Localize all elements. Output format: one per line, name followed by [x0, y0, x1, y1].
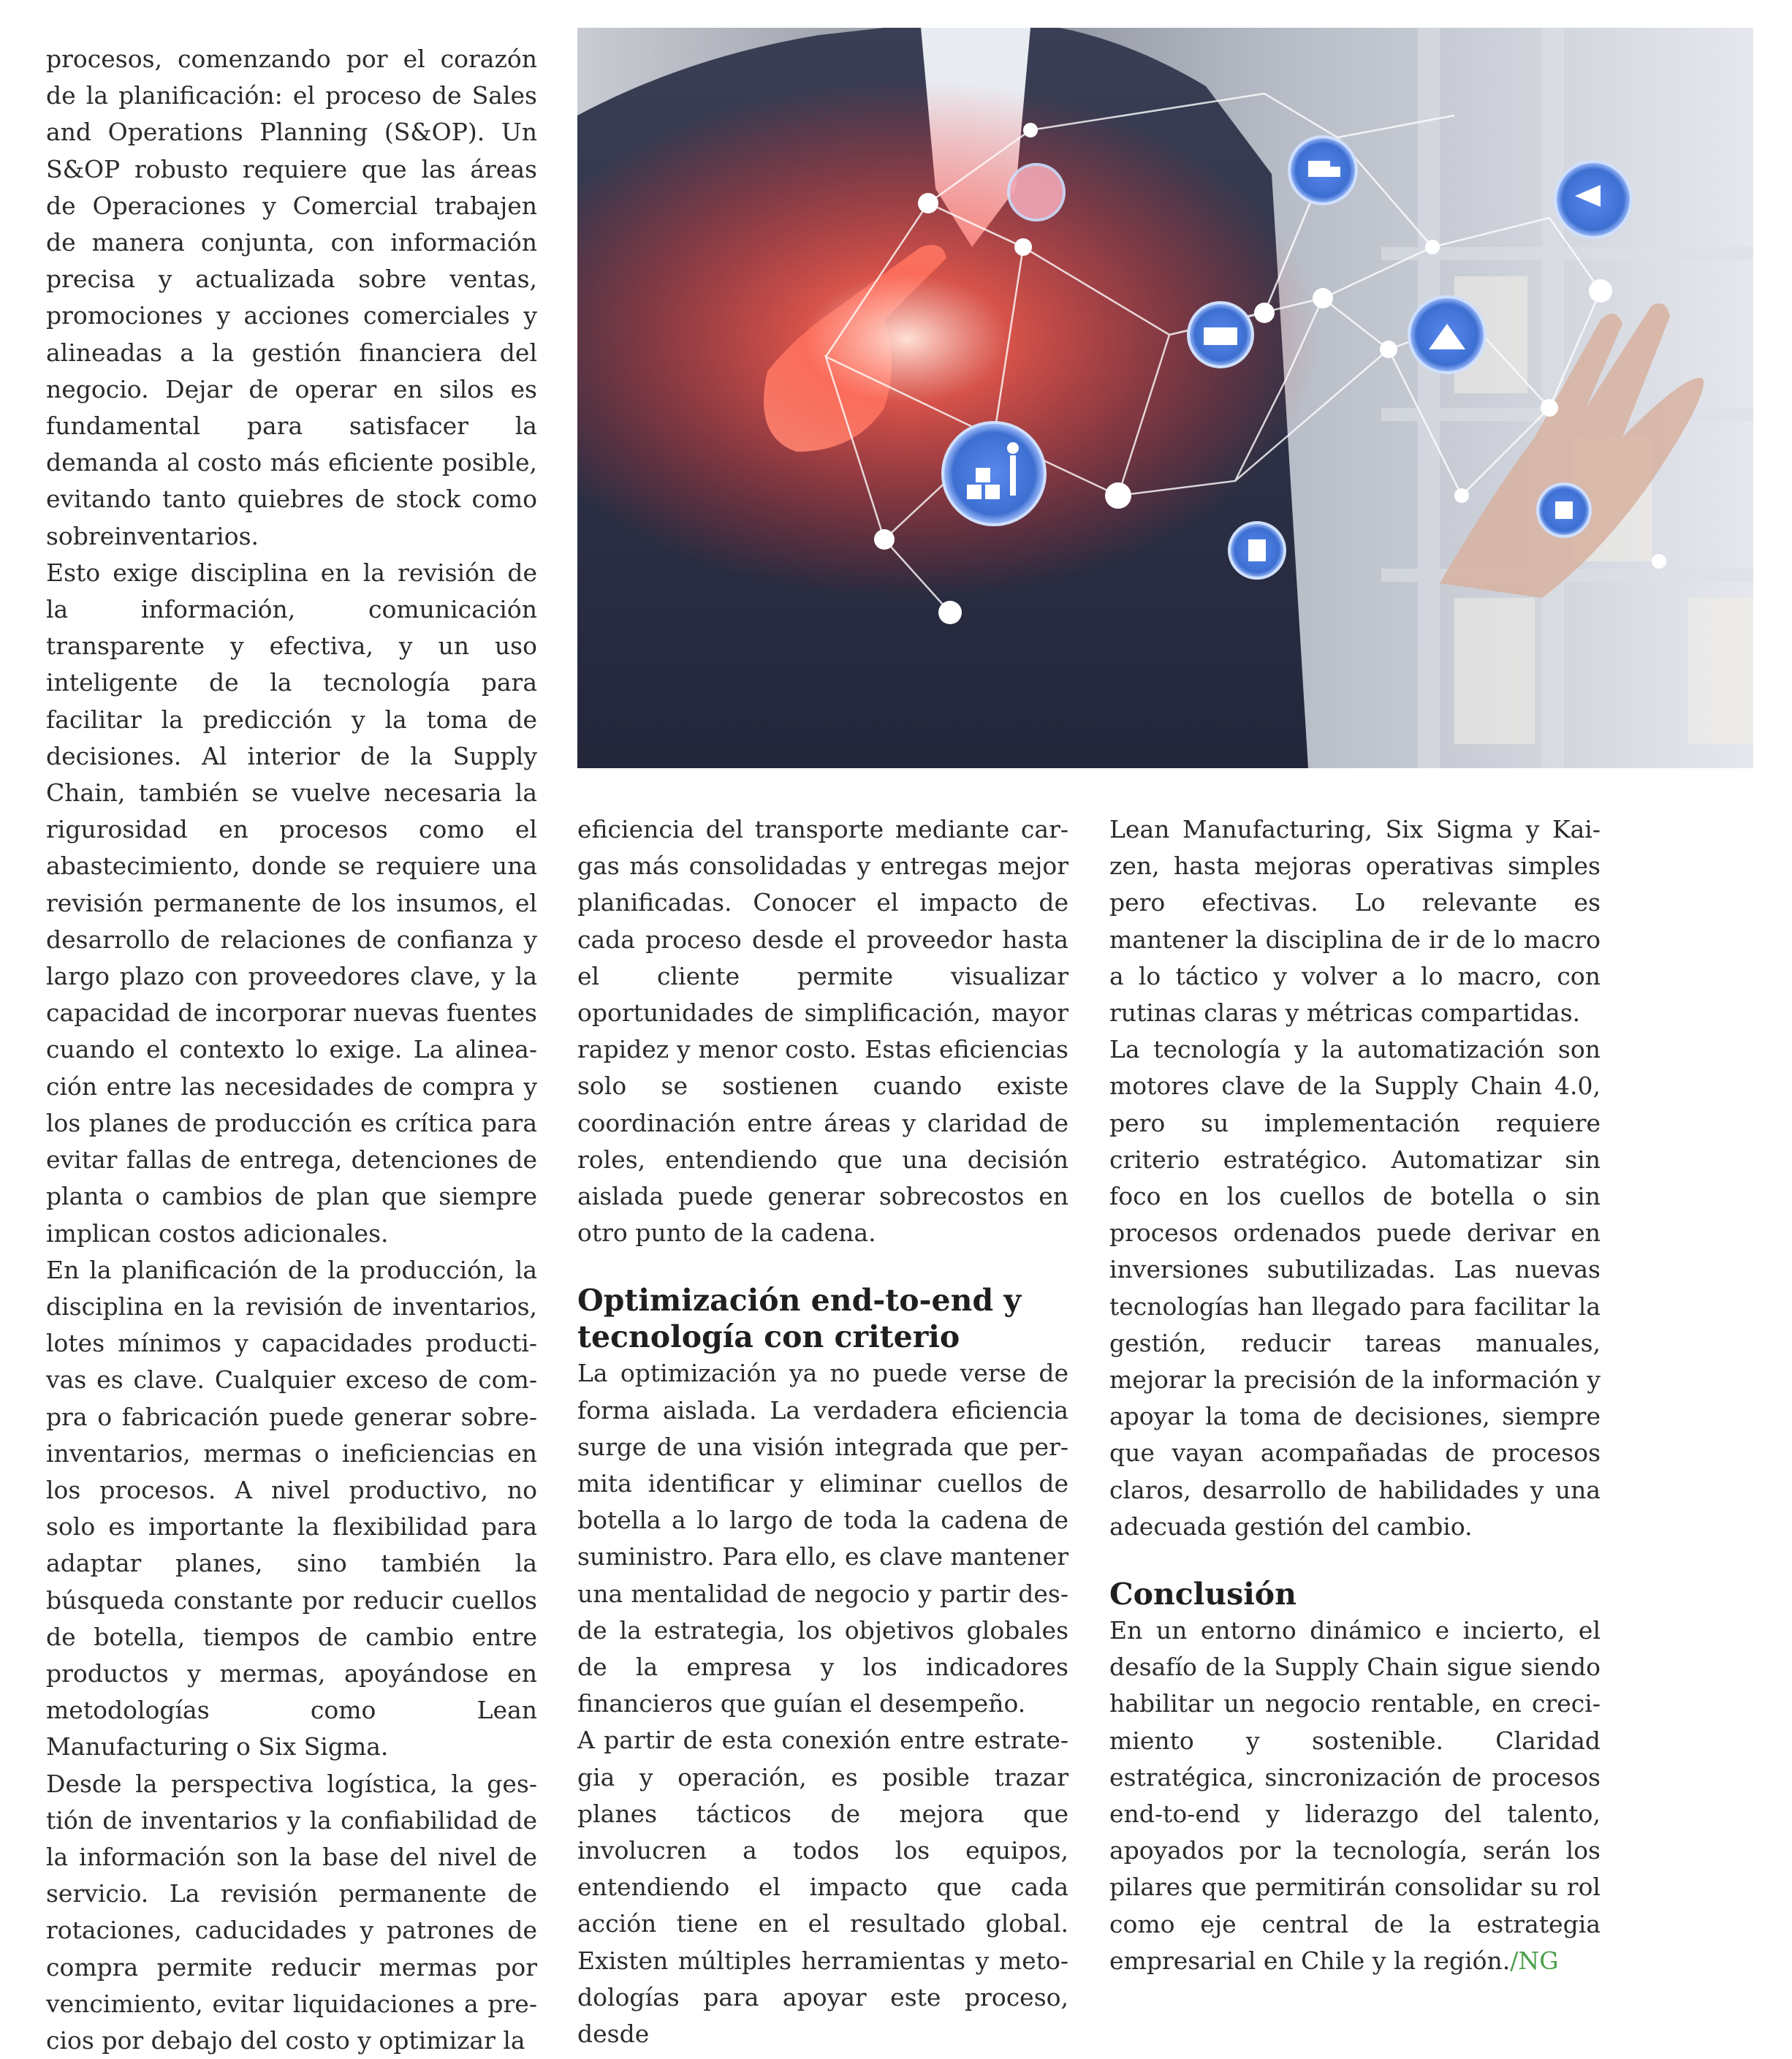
- supply-chain-network-photo: [577, 28, 1753, 768]
- article-column-3: [1109, 811, 1601, 1979]
- paragraph: procesos, comenzando por el corazón de la planificación: el proceso de Sales and Operations Planning (S&OP). Un S&OP robusto requiere que las áreas de Operaciones y Comercial trabajen de manera conjunta, con información precisa y actualizada sobre ventas, promociones y acciones comerciales y alineadas a la gestión financiera del negocio. Dejar de operar en silos es fundamental para satisfacer la demanda al costo más eficiente posible, evitando tanto quiebres de stock como sobreinventarios.: [46, 45, 537, 550]
- paragraph: Desde la perspectiva logística, la gestión de inventarios y la confiabilidad de la información son la base del nivel de servicio. La revisión permanente de rotaciones, caducidades y patrones de compra permite reducir mermas por vencimiento, evitar liquidaciones a precios por debajo del costo y optimizar la: [46, 1769, 537, 2055]
- article-column-1: [46, 41, 537, 2059]
- paragraph: eficiencia del transporte mediante cargas más consolidadas y entregas mejor planificadas. Conocer el impacto de cada proceso desde el proveedor hasta el cliente permite visualizar oportunidades de simplificación, mayor rapidez y menor costo. Estas eficiencias solo se sostienen cuando existe coordinación entre áreas y claridad de roles, entendiendo que una decisión aislada puede generar sobrecostos en otro punto de la cadena.: [577, 815, 1068, 1248]
- author-signature: /NG: [1510, 1946, 1559, 1975]
- heading-line: Optimización end-to-end y: [577, 1283, 1022, 1319]
- paragraph: En la planificación de la producción, la disciplina en la revisión de inventarios, lotes mínimos y capacidades productivas es clave. Cualquier exceso de compra o fabricación puede generar sobreinventarios, mermas o ineficiencias en los procesos. A nivel productivo, no solo es importante la flexibilidad para adaptar planes, sino también la búsqueda constante por reducir cuellos de botella, tiempos de cambio entre productos y mermas, apoyándose en metodologías como Lean Manufacturing o Six Sigma.: [46, 1255, 537, 1762]
- paragraph-conclusion: [1109, 1612, 1601, 1979]
- paragraph: Lean Manufacturing, Six Sigma y Kaizen, hasta mejoras operativas simples pero efectivas. Lo relevante es mantener la disciplina de ir de lo macro a lo táctico y volver a lo macro, con rutinas claras y métricas compartidas.: [1109, 815, 1601, 1028]
- section-heading-conclusion: Conclusión: [1109, 1577, 1296, 1612]
- paragraph: Esto exige disciplina en la revisión de la información, comunicación transparente y efectiva, y un uso inteligente de la tecnología para facilitar la predicción y la toma de decisiones. Al interior de la Supply Chain, también se vuelve necesaria la rigurosidad en procesos como el abastecimiento, donde se requiere una revisión permanente de los insumos, el desarrollo de relaciones de confianza y largo plazo con proveedores clave, y la capacidad de incorporar nuevas fuentes cuando el contexto lo exige. La alineación entre las necesidades de compra y los planes de producción es crítica para evitar fallas de entrega, detenciones de planta o cambios de plan que siempre implican costos adicionales.: [46, 558, 537, 1248]
- conclusion-text: En un entorno dinámico e incierto, el desafío de la Supply Chain sigue siendo habilitar un negocio rentable, en crecimiento y sostenible. Claridad estratégica, sincronización de procesos end-to-end y liderazgo del talento, apoyados por la tecnología, serán los pilares que permitirán consolidar su rol como eje central de la estrategia empresarial en Chile y la región.: [1109, 1616, 1601, 1975]
- paragraph: La optimización ya no puede verse de forma aislada. La verdadera eficiencia surge de una visión integrada que permita identificar y eliminar cuellos de botella a lo largo de toda la cadena de suministro. Para ello, es clave mantener una mentalidad de negocio y partir desde la estrategia, los objetivos globales de la empresa y los indicadores financieros que guían el desempeño.: [577, 1359, 1068, 1718]
- section-heading-optimizacion: [577, 1282, 1068, 1355]
- heading-line: tecnología con criterio: [577, 1319, 960, 1355]
- paragraph: A partir de esta conexión entre estrategia y operación, es posible trazar planes tácticos de mejora que involucren a todos los equipos, entendiendo el impacto que cada acción tiene en el resultado global. Existen múltiples herramientas y metodologías para apoyar este proceso, desde: [577, 1726, 1068, 2049]
- paragraph: La tecnología y la automatización son motores clave de la Supply Chain 4.0, pero su implementación requiere criterio estratégico. Automatizar sin foco en los cuellos de botella o sin procesos ordenados puede derivar en inversiones subutilizadas. Las nuevas tecnologías han llegado para facilitar la gestión, reducir tareas manuales, mejorar la precisión de la información y apoyar la toma de decisiones, siempre que vayan acompañadas de procesos claros, desarrollo de habilidades y una adecuada gestión del cambio.: [1109, 1035, 1601, 1541]
- article-column-2: [577, 811, 1068, 2052]
